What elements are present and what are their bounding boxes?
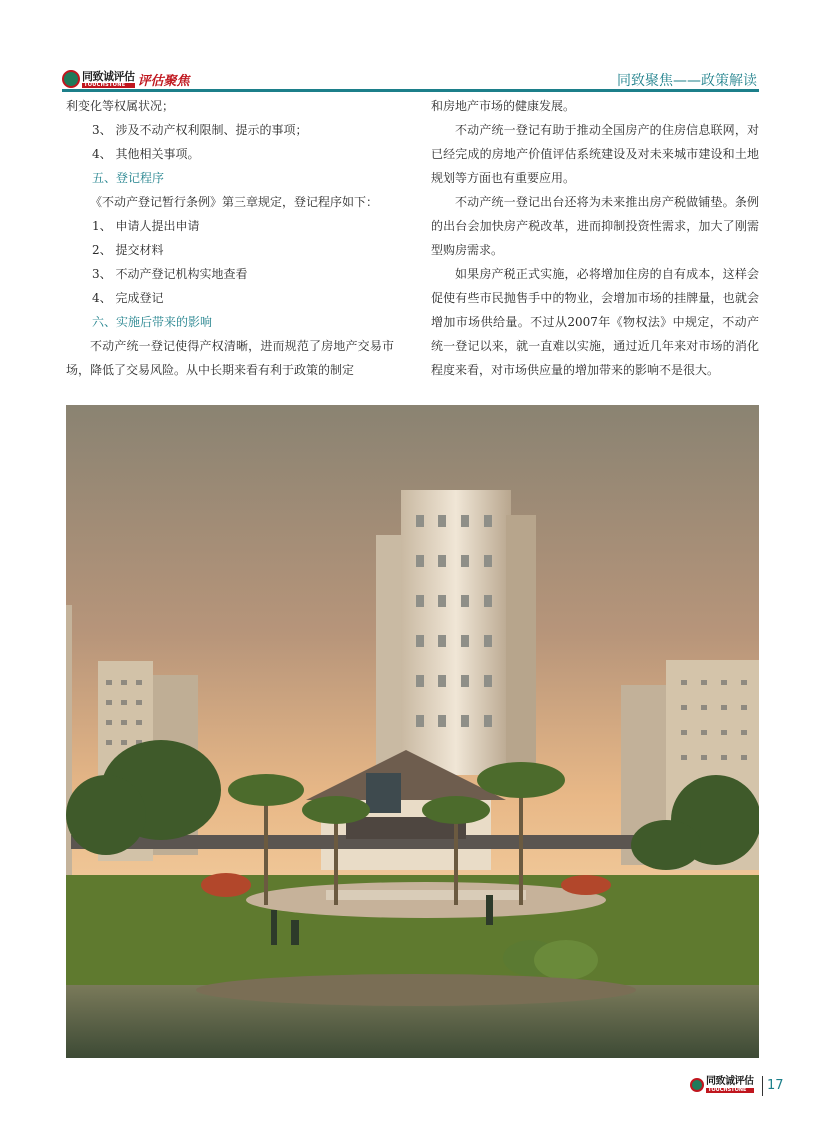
paragraph: 和房地产市场的健康发展。	[431, 99, 576, 113]
logo-emblem-icon	[62, 70, 80, 88]
header-rule	[62, 89, 759, 92]
footer-logo-english: TOUCHSTONE	[706, 1088, 754, 1093]
footer-emblem-icon	[690, 1078, 704, 1092]
logo-calligraphy: 评估聚焦	[137, 73, 190, 89]
list-item: 4、 其他相关事项。	[92, 147, 200, 161]
page-number: 17	[767, 1078, 784, 1093]
footer-divider	[762, 1076, 763, 1096]
list-item: 1、 申请人提出申请	[92, 219, 200, 233]
paragraph: 如果房产税正式实施，必将增加住房的自有成本，这样会促使有些市民抛售手中的物业，会增加市场的挂牌量，也就会增加市场供给量。不过从2007年《物权法》中规定，不动产统一登记以来，就一直难以实施，通过近几年来对市场的消化程度来看，对市场供应量的增加带来的影响不是很大。	[431, 267, 759, 377]
list-item: 4、 完成登记	[92, 291, 164, 305]
section-heading: 五、登记程序	[92, 171, 165, 185]
logo-name: 同致诚评估	[82, 69, 135, 83]
list-item: 3、 不动产登记机构实地查看	[92, 267, 248, 281]
right-column	[431, 94, 759, 382]
section-title: 同致聚焦——政策解读	[617, 73, 757, 89]
paragraph: 不动产统一登记有助于推动全国房产的住房信息联网，对已经完成的房地产价值评估系统建设及对未来城市建设和土地规划等方面也有重要应用。	[431, 123, 759, 185]
paragraph: 不动产统一登记出台还将为未来推出房产税做铺垫。条例的出台会加快房产税改革，进而抑制投资性需求，加大了刚需型购房需求。	[431, 195, 759, 257]
list-item: 3、 涉及不动产权利限制、提示的事项；	[92, 123, 308, 137]
list-item: 2、 提交材料	[92, 243, 164, 257]
paragraph: 《不动产登记暂行条例》第三章规定，登记程序如下：	[90, 195, 379, 209]
paragraph: 利变化等权属状况；	[66, 99, 175, 113]
paragraph: 不动产统一登记使得产权清晰，进而规范了房地产交易市场，降低了交易风险。从中长期来看有利于政策的制定	[66, 339, 394, 377]
left-column	[66, 94, 394, 382]
section-heading: 六、实施后带来的影响	[92, 315, 213, 329]
logo-english: TOUCHSTONE	[82, 83, 135, 88]
page-header	[62, 66, 759, 92]
company-logo	[62, 68, 190, 90]
footer-logo-name: 同致诚评估	[706, 1076, 754, 1087]
footer-logo	[690, 1077, 754, 1093]
architectural-rendering-image	[66, 405, 759, 1058]
page-footer	[690, 1075, 784, 1097]
